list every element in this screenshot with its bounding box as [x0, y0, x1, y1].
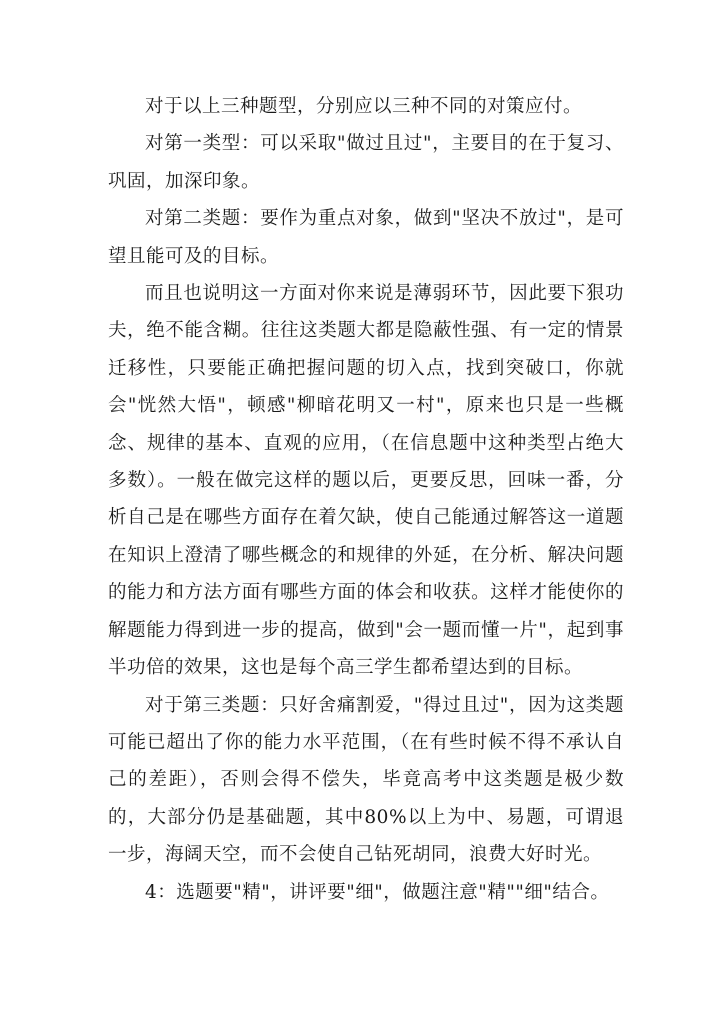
document-body [108, 88, 624, 911]
paragraph-point-four: 4：选题要"精"，讲评要"细"，做题注意"精""细"结合。 [145, 881, 610, 903]
paragraph-type-one: 对第一类型：可以采取"做过且过"，主要目的在于复习、巩固，加深印象。 [108, 133, 624, 192]
paragraph-weakness-analysis: 而且也说明这一方面对你来说是薄弱环节，因此要下狠功夫，绝不能含糊。往往这类题大都是隐蔽性强、有一定的情景迁移性，只要能正确把握问题的切入点，找到突破口，你就会"恍然大悟"，顿感"柳暗花明又一村"，原来也只是一些概念、规律的基本、直观的应用，（在信息题中这种类型占绝大多数）。一般在做完这样的题以后，更要反思，回味一番，分析自己是在哪些方面存在着欠缺，使自己能通过解答这一道题在知识上澄清了哪些概念的和规律的外延，在分析、解决问题的能力和方法方面有哪些方面的体会和收获。这样才能使你的解题能力得到进一步的提高，做到"会一题而懂一片"，起到事半功倍的效果，这也是每个高三学生都希望达到的目标。 [108, 283, 624, 679]
paragraph-strategy-intro: 对于以上三种题型，分别应以三种不同的对策应付。 [145, 96, 583, 117]
paragraph-type-three: 对于第三类题：只好舍痛割爱，"得过且过"，因为这类题可能已超出了你的能力水平范围，（在有些时候不得不承认自己的差距），否则会得不偿失，毕竟高考中这类题是极少数的，大部分仍是基础题，其中80%以上为中、易题，可谓退一步，海阔天空，而不会使自己钻死胡同，浪费大好时光。 [108, 694, 624, 866]
paragraph-type-two: 对第二类题：要作为重点对象，做到"坚决不放过"，是可望且能可及的目标。 [108, 208, 624, 267]
